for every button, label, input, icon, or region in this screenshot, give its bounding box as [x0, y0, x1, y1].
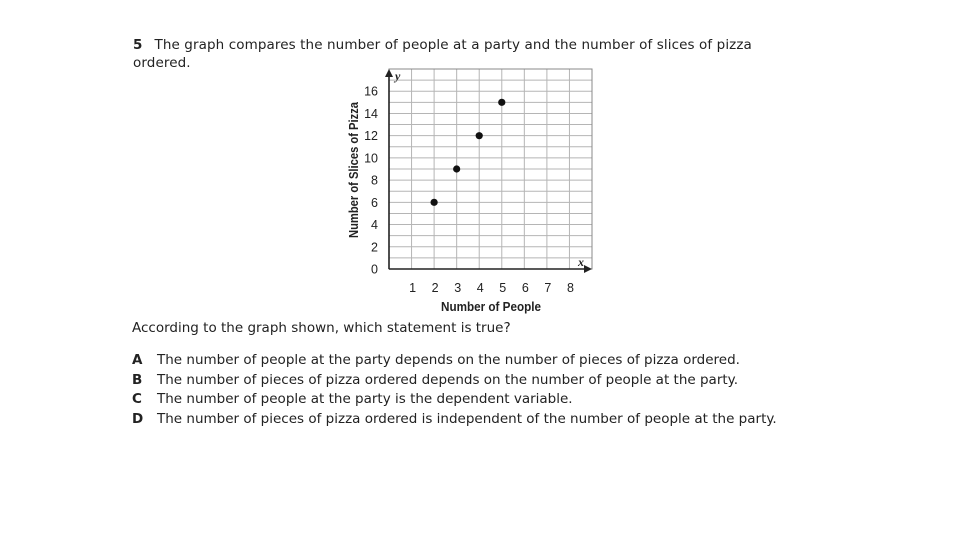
- y-tick-label: 8: [371, 173, 378, 188]
- x-tick-label: 7: [544, 281, 552, 295]
- chart-frame: [385, 69, 592, 273]
- y-tick-label: 4: [371, 218, 378, 233]
- x-tick-label: 6: [521, 281, 529, 295]
- x-tick-label: 2: [431, 281, 439, 295]
- x-tick-label: 4: [476, 281, 484, 295]
- data-point: [431, 199, 438, 206]
- option-letter: B: [132, 371, 143, 388]
- y-tick-label: 10: [364, 151, 378, 166]
- data-points: [431, 99, 506, 206]
- x-axis-label: Number of People: [441, 299, 541, 314]
- option-text: The number of people at the party depends on the number of pieces of pizza ordered.: [157, 352, 740, 368]
- answer-options: [132, 351, 852, 429]
- option-a[interactable]: [132, 351, 852, 371]
- data-point: [453, 165, 460, 172]
- x-tick-label: 5: [499, 281, 507, 295]
- option-c[interactable]: [132, 390, 852, 410]
- y-tick-label: 16: [364, 84, 378, 99]
- question-number: 5: [133, 37, 143, 53]
- x-tick-labels: [409, 281, 574, 295]
- y-tick-label: 6: [371, 195, 378, 210]
- y-tick-label: 0: [371, 262, 378, 277]
- option-b[interactable]: [132, 371, 852, 391]
- chart-grid: [389, 69, 592, 269]
- data-point: [498, 99, 505, 106]
- question-text: The graph compares the number of people at a party and the number of slices of pizza ordered.: [133, 37, 752, 71]
- option-letter: D: [132, 410, 144, 427]
- option-text: The number of people at the party is the dependent variable.: [157, 391, 573, 407]
- option-letter: C: [132, 391, 142, 407]
- y-axis-label: Number of Slices of Pizza: [346, 79, 361, 238]
- data-point: [476, 132, 483, 139]
- option-text: The number of pieces of pizza ordered is independent of the number of people at the party.: [157, 410, 777, 427]
- y-axis-letter: y: [395, 69, 401, 83]
- y-axis-arrow: [385, 69, 393, 77]
- option-d[interactable]: [132, 410, 852, 430]
- x-tick-label: 1: [409, 281, 417, 295]
- question-prompt: According to the graph shown, which statement is true?: [132, 320, 511, 336]
- option-letter: A: [132, 352, 143, 368]
- x-tick-label: 8: [566, 281, 574, 295]
- y-tick-labels: [364, 85, 378, 277]
- x-axis-arrow: [584, 265, 592, 273]
- y-tick-label: 2: [371, 240, 378, 255]
- y-tick-label: 14: [364, 106, 378, 121]
- x-axis-letter: x: [578, 255, 584, 269]
- x-tick-label: 3: [454, 281, 462, 295]
- y-tick-label: 12: [364, 129, 378, 144]
- option-text: The number of pieces of pizza ordered depends on the number of people at the party.: [157, 371, 739, 388]
